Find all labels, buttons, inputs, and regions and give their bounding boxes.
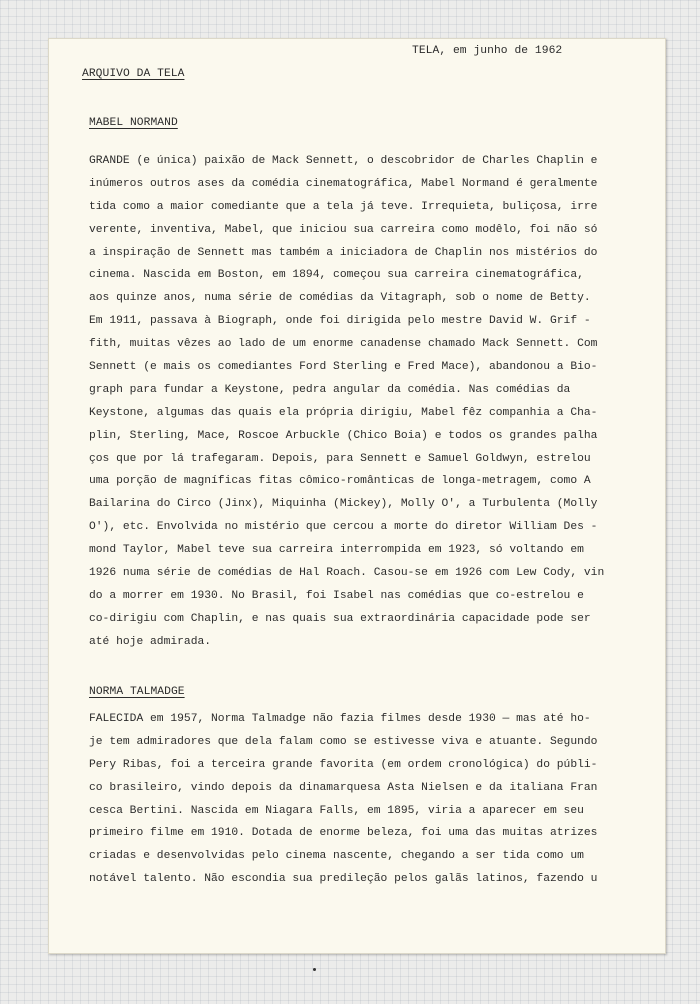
- text-line: criadas e desenvolvidas pelo cinema nascente, chegando a ser tida como um: [89, 850, 584, 863]
- text-line: fith, muitas vêzes ao lado de um enorme canadense chamado Mack Sennett. Com: [89, 338, 598, 351]
- text-line: a inspiração de Sennett mas também a iniciadora de Chaplin nos mistérios do: [89, 246, 598, 259]
- text-line: Keystone, algumas das quais ela própria dirigiu, Mabel fêz companhia a Cha-: [89, 406, 598, 419]
- text-line: até hoje admirada.: [89, 635, 212, 648]
- text-line: Sennett (e mais os comediantes Ford Sterling e Fred Mace), abandonou a Bio-: [89, 361, 598, 374]
- text-line: mond Taylor, Mabel teve sua carreira interrompida em 1923, só voltando em: [89, 544, 584, 557]
- text-line: inúmeros outros ases da comédia cinematográfica, Mabel Normand é geralmente: [89, 177, 598, 190]
- text-line: ços que por lá trafegaram. Depois, para Sennett e Samuel Goldwyn, estrelou: [89, 452, 591, 465]
- text-line: co brasileiro, vindo depois da dinamarquesa Asta Nielsen e da italiana Fran: [89, 781, 598, 794]
- text-line: GRANDE (e única) paixão de Mack Sennett, o descobridor de Charles Chaplin e: [89, 155, 598, 167]
- text-line: FALECIDA em 1957, Norma Talmadge não fazia filmes desde 1930 — mas até ho-: [89, 713, 591, 725]
- section-body-norma-talmadge: [89, 708, 637, 891]
- text-line: Bailarina do Circo (Jinx), Miquinha (Mickey), Molly O', a Turbulenta (Molly: [89, 498, 598, 511]
- text-line: je tem admiradores que dela falam como se estivesse viva e atuante. Segundo: [89, 735, 598, 748]
- text-line: Em 1911, passava à Biograph, onde foi dirigida pelo mestre David W. Grif -: [89, 315, 591, 328]
- text-line: Pery Ribas, foi a terceira grande favorita (em ordem cronológica) do públi-: [89, 758, 598, 771]
- text-line: co-dirigiu com Chaplin, e nas quais sua extraordinária capacidade pode ser: [89, 612, 591, 625]
- text-line: primeiro filme em 1910. Dotada de enorme beleza, foi uma das muitas atrizes: [89, 827, 598, 840]
- text-line: uma porção de magníficas fitas cômico-românticas de longa-metragem, como A: [89, 475, 591, 488]
- text-line: cesca Bertini. Nascida em Niagara Falls, em 1895, viria a aparecer em seu: [89, 804, 584, 817]
- text-line: 1926 numa série de comédias de Hal Roach. Casou-se em 1926 com Lew Cody, vin: [89, 567, 605, 580]
- text-line: plin, Sterling, Mace, Roscoe Arbuckle (Chico Boia) e todos os grandes palha: [89, 429, 598, 442]
- text-line: aos quinze anos, numa série de comédias da Vitagraph, sob o nome de Betty.: [89, 292, 591, 305]
- text-line: do a morrer em 1930. No Brasil, foi Isabel nas comédias que co-estrelou e: [89, 589, 584, 602]
- text-line: tida como a maior comediante que a tela já teve. Irrequieta, buliçosa, irre: [89, 200, 598, 213]
- archive-title: ARQUIVO DA TELA: [82, 68, 185, 80]
- section-title-norma-talmadge: NORMA TALMADGE: [89, 686, 185, 698]
- ink-speck: [313, 968, 316, 971]
- text-line: O'), etc. Envolvida no mistério que cercou a morte do diretor William Des -: [89, 521, 598, 534]
- text-line: graph para fundar a Keystone, pedra angular da comédia. Nas comédias da: [89, 383, 571, 396]
- section-title-mabel-normand: MABEL NORMAND: [89, 117, 178, 129]
- text-line: verente, inventiva, Mabel, que iniciou sua carreira como modêlo, foi não só: [89, 223, 598, 236]
- dateline: TELA, em junho de 1962: [412, 45, 563, 57]
- text-line: notável talento. Não escondia sua predileção pelos galãs latinos, fazendo u: [89, 873, 598, 886]
- section-body-mabel-normand: [89, 150, 637, 654]
- text-line: cinema. Nascida em Boston, em 1894, começou sua carreira cinematográfica,: [89, 269, 584, 282]
